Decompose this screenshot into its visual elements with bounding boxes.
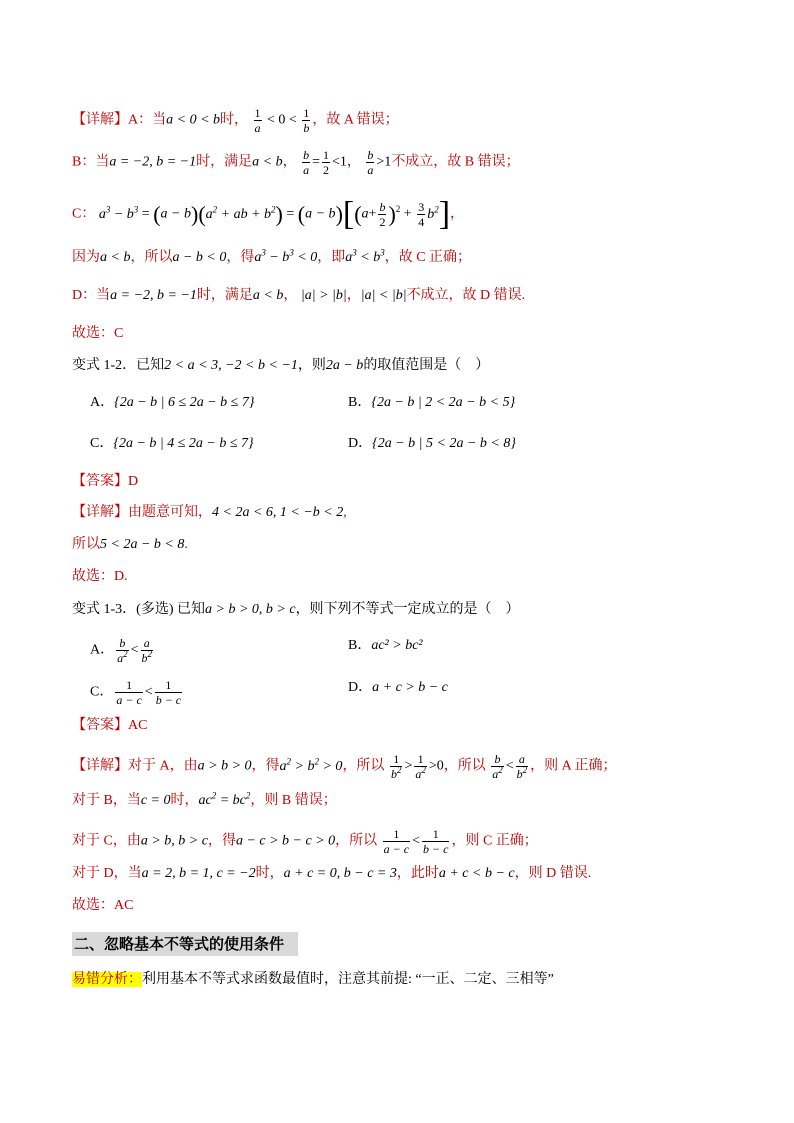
conclusion-1-3: 故选：AC <box>72 898 134 913</box>
conclusion-1: 故选：C <box>72 326 124 341</box>
option-b: B．{2a − b | 2 < 2a − b < 5} <box>348 395 516 410</box>
error-analysis <box>72 970 554 990</box>
detail-d-line: D：当a = −2, b = −1时，满足a < b， |a| > |b|，|a| < |b|不成立，故 D 错误. <box>72 288 526 303</box>
option-1-3-d: D．a + c > b − c <box>348 680 448 695</box>
detail-b-line: B：当a = −2, b = −1时，满足a < b， $\frac{b}{a}$ = $\frac{1}{2}$ <1， $\frac{b}{a}$ >1不成立，故 B 错误； <box>72 148 520 177</box>
detail-1-3-b: 对于 B，当c = 0时，$ac^2 = bc^2$，则 B 错误； <box>72 790 337 808</box>
option-c: C．{2a − b | 4 ≤ 2a − b ≤ 7} <box>90 436 254 451</box>
option-1-3-a: A． $\frac{b}{a^2}$ < $\frac{a}{b^2}$ <box>90 636 153 665</box>
detail-1-3-d: 对于 D，当a = 2, b = 1, c = −2时，a + c = 0, b − c = 3，此时a + c < b − c，则 D 错误. <box>72 866 592 881</box>
section-title: 二、忽略基本不等式的使用条件 <box>72 932 298 956</box>
detail-c-line: C： $a^3 - b^3 = (a - b)(a^2$ + ab + $b^2) = (a - b)[(a+$ $\frac{b}{2}$ )$^2$ + $\frac{3}{4}$ $b^2$]， <box>72 195 465 233</box>
so-1-2: 所以5 < 2a − b < 8. <box>72 537 188 552</box>
answer-1-2: 【答案】D <box>72 474 139 489</box>
option-1-3-b: B．ac² > bc² <box>348 638 423 653</box>
error-analysis-text: 利用基本不等式求函数最值时，注意其前提: “一正、二定、三相等” <box>142 972 554 987</box>
detail-1-2: 【详解】由题意可知，4 < 2a < 6, 1 < −b < 2, <box>72 505 347 520</box>
option-d: D．{2a − b | 5 < 2a − b < 8} <box>348 436 516 451</box>
because-line: 因为a < b，所以a − b < 0，得$a^3 - b^3 < 0$，即$a^3 < b^3$，故 C 正确； <box>72 247 472 265</box>
exercise-1-2-title: 变式 1-2．已知2 < a < 3, −2 < b < −1，则2a − b的取值范围是（ ） <box>72 358 490 373</box>
detail-1-3-a: 【详解】对于 A，由a > b > 0，得$a^2 > b^2 > 0$，所以 $\frac{1}{b^2}$ > $\frac{1}{a^2}$ >0，所以 $\frac{b}{a^2}$ < $\frac{a}{b^2}$ ，则 A 正确； <box>72 752 617 781</box>
option-a: A．{2a − b | 6 ≤ 2a − b ≤ 7} <box>90 395 255 410</box>
exercise-1-3-title: 变式 1-3．(多选) 已知a > b > 0, b > c，则下列不等式一定成立的是（ ） <box>72 602 520 617</box>
answer-1-3: 【答案】AC <box>72 718 148 733</box>
option-1-3-c: C． $\frac{1}{a - c}$ < $\frac{1}{b - c}$ <box>90 678 182 707</box>
detail-tag: 【详解】 <box>72 112 128 128</box>
conclusion-1-2: 故选：D. <box>72 569 128 584</box>
detail-a-line: 【详解】A：当a < 0 < b时， $\frac{1}{a}$ < 0 < $\frac{1}{b}$ ，故 A 错误； <box>72 106 399 135</box>
detail-1-3-c: 对于 C，由a > b, b > c，得a − c > b − c > 0，所以 $\frac{1}{a - c}$ < $\frac{1}{b - c}$ ，则 C 正确； <box>72 827 538 856</box>
error-analysis-label: 易错分析： <box>72 972 142 987</box>
